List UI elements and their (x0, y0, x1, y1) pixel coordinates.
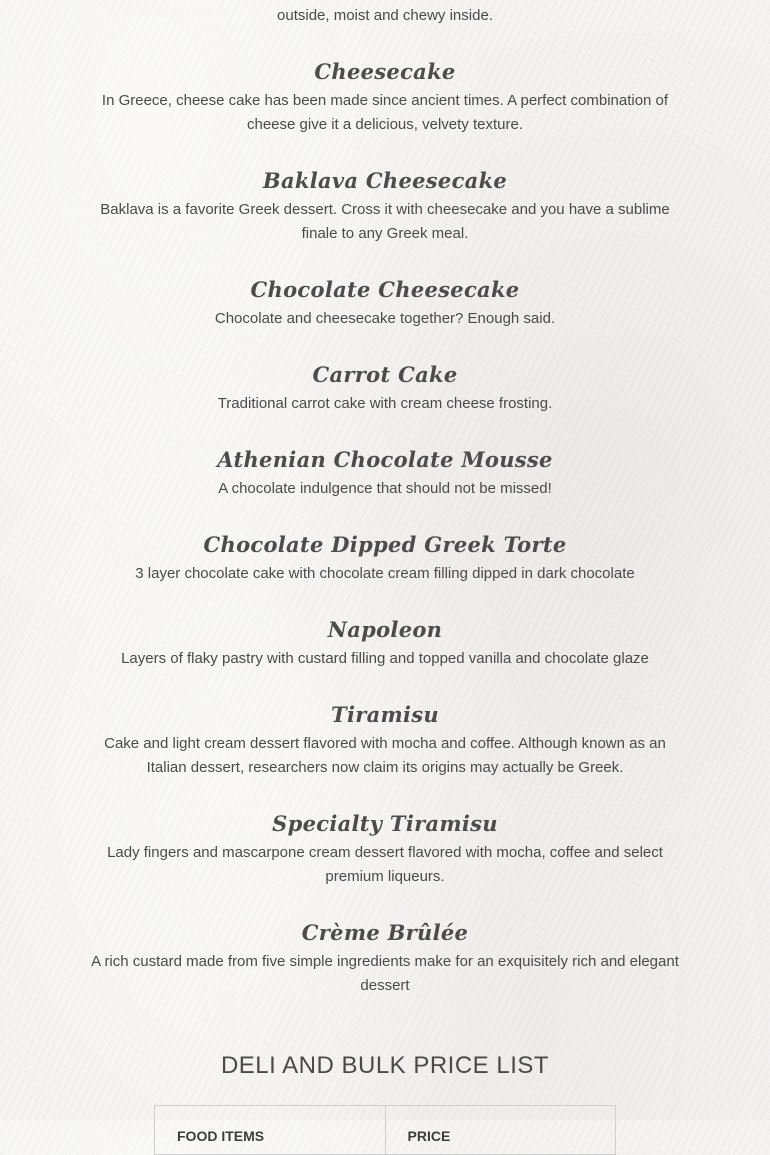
dessert-name: Napoleon (327, 617, 443, 642)
dessert-item (85, 362, 685, 416)
table-header-row (155, 1106, 616, 1155)
dessert-name: Cheesecake (314, 59, 456, 84)
dessert-description: Lady fingers and mascarpone cream dessert flavored with mocha, coffee and select premium liqueurs. (107, 844, 663, 885)
dessert-name: Tiramisu (331, 702, 439, 727)
dessert-name: Specialty Tiramisu (272, 811, 498, 836)
dessert-description: Layers of flaky pastry with custard filling and topped vanilla and chocolate glaze (121, 650, 649, 667)
dessert-name: Baklava Cheesecake (262, 168, 508, 193)
dessert-description: 3 layer chocolate cake with chocolate cream filling dipped in dark chocolate (135, 565, 635, 582)
dessert-description: Cake and light cream dessert flavored with mocha and coffee. Although known as an Italian dessert, researchers now claim its origins may actually be Greek. (104, 735, 666, 776)
dessert-description: Traditional carrot cake with cream cheese frosting. (217, 395, 553, 412)
column-header-food-items: FOOD ITEMS (155, 1106, 386, 1155)
column-header-price: PRICE (385, 1106, 616, 1155)
dessert-name: Carrot Cake (312, 362, 458, 387)
price-table (154, 1105, 616, 1155)
previous-item-description: outside, moist and chewy inside. (277, 7, 493, 24)
dessert-name: Chocolate Cheesecake (250, 277, 520, 302)
dessert-item (85, 59, 685, 137)
dessert-item (85, 447, 685, 501)
dessert-list (0, 59, 770, 998)
dessert-item (85, 617, 685, 671)
dessert-description: Chocolate and cheesecake together? Enough said. (214, 310, 556, 327)
dessert-description: In Greece, cheese cake has been made since ancient times. A perfect combination of cheese give it a delicious, velvety texture. (101, 92, 669, 133)
price-list-heading: DELI AND BULK PRICE LIST (220, 1052, 550, 1079)
dessert-item (85, 277, 685, 331)
dessert-description: Baklava is a favorite Greek dessert. Cross it with cheesecake and you have a sublime finale to any Greek meal. (100, 201, 670, 242)
dessert-name: Crème Brûlée (301, 920, 469, 945)
dessert-description: A chocolate indulgence that should not be missed! (218, 480, 552, 497)
dessert-item (85, 811, 685, 889)
dessert-item (85, 532, 685, 586)
dessert-description: A rich custard made from five simple ingredients make for an exquisitely rich and elegant dessert (91, 953, 679, 994)
dessert-item (85, 702, 685, 780)
dessert-name: Athenian Chocolate Mousse (217, 447, 553, 472)
dessert-item (85, 168, 685, 246)
dessert-item (85, 920, 685, 998)
dessert-name: Chocolate Dipped Greek Torte (203, 532, 567, 557)
